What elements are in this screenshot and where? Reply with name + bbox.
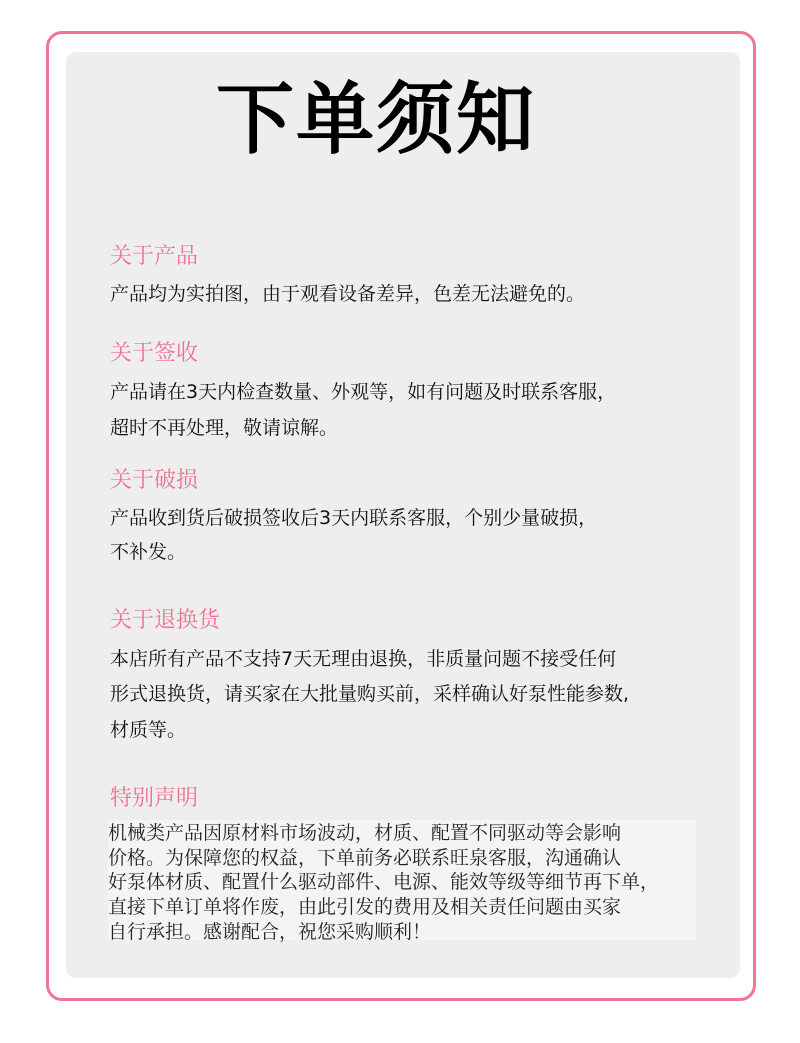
section-text: 本店所有产品不支持7天无理由退换，非质量问题不接受任何: [110, 648, 617, 670]
section-heading-receipt: 关于签收: [110, 341, 199, 366]
page-title: 下单须知: [216, 75, 537, 165]
section-text: 超时不再处理，敬请谅解。: [110, 417, 339, 439]
section-text: 价格。为保障您的权益，下单前务必联系旺泉客服，沟通确认: [108, 847, 622, 869]
section-text: 好泵体材质、配置什么驱动部件、电源、能效等级等细节再下单，: [108, 871, 660, 893]
section-text: 自行承担。感谢配合，祝您采购顺利！: [108, 921, 432, 943]
section-heading-special: 特别声明: [110, 786, 199, 811]
section-heading-returns: 关于退换货: [110, 608, 221, 633]
section-text: 直接下单订单将作废，由此引发的费用及相关责任问题由买家: [108, 896, 622, 918]
section-text: 产品收到货后破损签收后3天内联系客服，个别少量破损，: [110, 507, 598, 529]
section-heading-damage: 关于破损: [110, 468, 199, 493]
section-text: 机械类产品因原材料市场波动，材质、配置不同驱动等会影响: [108, 822, 622, 844]
section-heading-product: 关于产品: [110, 244, 199, 269]
section-text: 产品请在3天内检查数量、外观等，如有问题及时联系客服，: [110, 381, 617, 403]
section-text: 形式退换货，请买家在大批量购买前，采样确认好泵性能参数,: [110, 683, 630, 705]
section-text: 不补发。: [110, 541, 187, 563]
section-text: 材质等。: [110, 719, 187, 741]
section-text: 产品均为实拍图，由于观看设备差异，色差无法避免的。: [110, 283, 586, 305]
